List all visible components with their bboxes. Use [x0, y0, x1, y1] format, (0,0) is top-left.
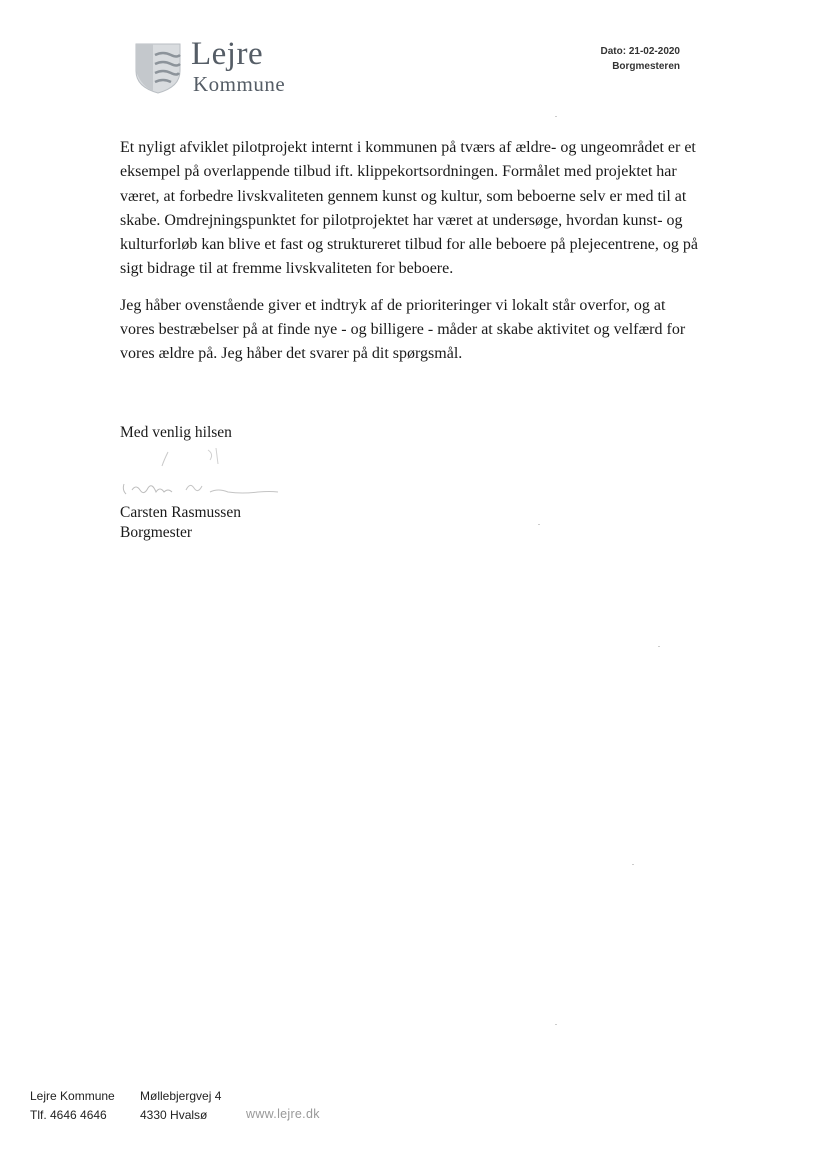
scan-speck: [632, 864, 634, 865]
letter-meta: [601, 44, 680, 74]
body-paragraph: Et nyligt afviklet pilotprojekt internt i kommunen på tværs af ældre- og ungeområdet er et eksempel på overlappende tilbud ift. klippekortsordningen. Formålet med projektet har været, at forbedre livskvaliteten gennem kunst og kultur, som beboerne selv er med til at skabe. Omdrejningspunktet for pilotprojektet har været at undersøge, hvordan kunst- og kulturforløb kan blive et fast og struktureret tilbud for alle beboere på plejecentrene, og på sigt bidrage til at fremme livskvaliteten for beboere.: [120, 139, 699, 278]
signer-name: Carsten Rasmussen: [120, 504, 241, 521]
footer-city: 4330 Hvalsø: [140, 1108, 208, 1122]
scan-speck: [555, 1024, 557, 1025]
logo-subtitle: Kommune: [193, 72, 286, 96]
scan-speck: [538, 524, 540, 525]
letter-date: Dato: 21-02-2020: [600, 46, 680, 57]
handwritten-signature: [118, 446, 298, 502]
logo-name: Lejre: [191, 36, 264, 72]
scan-speck: [658, 646, 660, 647]
lejre-shield-icon: [133, 41, 183, 95]
footer-street: Møllebjergvej 4: [140, 1089, 222, 1103]
signer-block: [120, 503, 241, 543]
closing-salutation: Med venlig hilsen: [120, 424, 232, 441]
footer-phone: Tlf. 4646 4646: [30, 1108, 107, 1122]
body-paragraph: Jeg håber ovenstående giver et indtryk af de prioriteringer vi lokalt står overfor, og at vores bestræbelser på at finde nye - og billigere - måder at skabe aktivitet og velfærd for vores ældre på. Jeg håber det svarer på dit spørgsmål.: [120, 296, 686, 363]
signer-title: Borgmester: [120, 524, 193, 541]
footer-address: [140, 1087, 221, 1125]
lejre-logo: [133, 38, 303, 98]
footer-org: Lejre Kommune: [30, 1089, 115, 1103]
footer-website: www.lejre.dk: [246, 1107, 320, 1121]
footer-contact: [30, 1087, 115, 1125]
letter-body: [120, 136, 700, 367]
scan-speck: [555, 116, 557, 117]
letter-sender: Borgmesteren: [612, 61, 680, 72]
